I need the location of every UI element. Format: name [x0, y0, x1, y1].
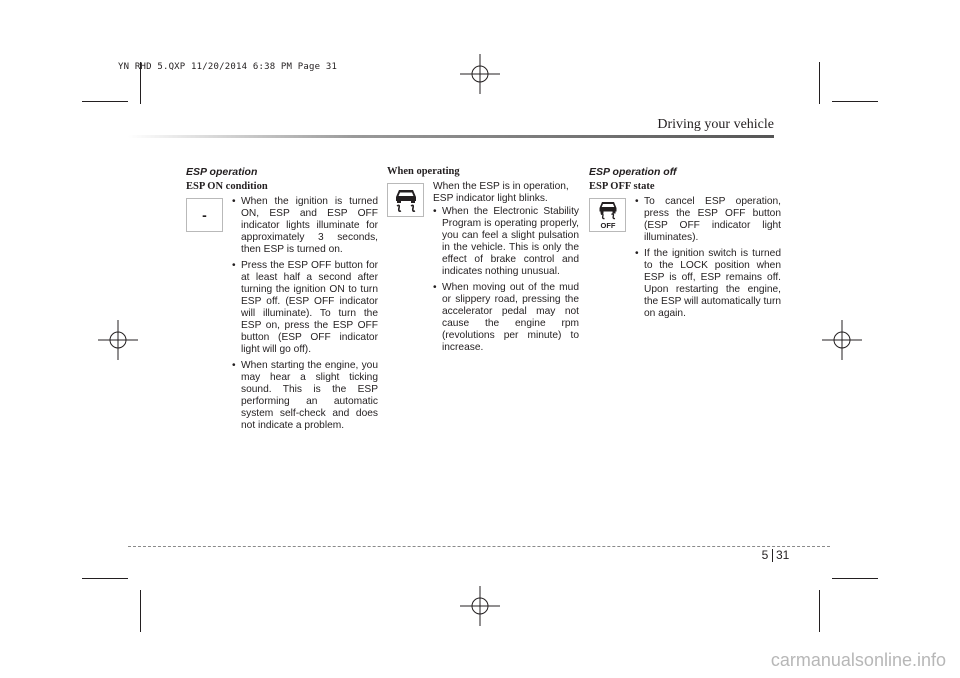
- chapter-number: 5: [761, 548, 769, 562]
- section-title: ESP operation off: [589, 166, 677, 178]
- page-number-value: 31: [776, 548, 790, 562]
- registration-mark-left: [98, 320, 138, 360]
- registration-mark-right: [822, 320, 862, 360]
- watermark: carmanualsonline.info: [770, 650, 946, 670]
- esp-off-indicator-icon: [589, 198, 626, 232]
- intro-text: When the ESP is in operation, ESP indicator light blinks.: [433, 181, 569, 204]
- indicator-placeholder-icon: [186, 198, 223, 232]
- page-number: [759, 547, 799, 564]
- registration-mark-top: [460, 54, 500, 94]
- list-item: • When the ignition is turned ON, ESP and ESP OFF indicator lights illuminate for approximately 3 seconds, then ESP is turned on.: [232, 196, 378, 256]
- header-rule: [128, 135, 774, 138]
- crop-mark: [819, 590, 820, 632]
- crop-mark: [832, 578, 878, 579]
- bullet-list: [433, 206, 579, 354]
- list-item: • If the ignition switch is turned to the LOCK position when ESP is off, ESP remains off. Upon restarting the engine, the ESP will automatically turn on again.: [635, 248, 781, 320]
- sub-title: When operating: [387, 166, 460, 177]
- crop-mark: [82, 578, 128, 579]
- icon-text-block: [589, 196, 781, 320]
- off-label: OFF: [600, 221, 615, 230]
- print-slug: YN RHD 5.QXP 11/20/2014 6:38 PM Page 31: [118, 62, 338, 72]
- column-esp-operation: [186, 166, 378, 436]
- column-esp-operation-off: [589, 166, 781, 324]
- bullet-area: [635, 196, 781, 320]
- list-item: • When starting the engine, you may hear a slight ticking sound. This is the ESP performing an automatic system self-check and does not indicate a problem.: [232, 360, 378, 432]
- crop-mark: [82, 101, 128, 102]
- registration-mark-bottom: [460, 586, 500, 626]
- crop-mark: [140, 590, 141, 632]
- page-number-separator: [772, 549, 773, 562]
- crop-mark: [832, 101, 878, 102]
- footer-rule: [128, 546, 830, 547]
- indicator-symbol: -: [202, 207, 207, 223]
- sub-title: ESP ON condition: [186, 181, 268, 192]
- bullet-list: [232, 196, 378, 432]
- esp-indicator-icon: [387, 183, 424, 217]
- column-when-operating: [387, 166, 579, 358]
- list-item: • Press the ESP OFF button for at least half a second after turning the ignition ON to turn ESP off. (ESP OFF indicator will illuminate). To turn the ESP on, press the ESP OFF button (ESP OFF indicator light will go off).: [232, 260, 378, 356]
- list-item: • To cancel ESP operation, press the ESP OFF button (ESP OFF indicator light illuminates).: [635, 196, 781, 244]
- list-item: • When the Electronic Stability Program is operating properly, you can feel a slight pulsation in the vehicle. This is only the effect of brake control and indicates nothing unusual.: [433, 206, 579, 278]
- sub-title: ESP OFF state: [589, 181, 655, 192]
- bullet-area: [433, 181, 579, 205]
- crop-mark: [819, 62, 820, 104]
- section-title: ESP operation: [186, 166, 258, 178]
- icon-text-block: [186, 196, 378, 432]
- list-item: • When moving out of the mud or slippery road, pressing the accelerator pedal may not cause the engine rpm (revolutions per minute) to increase.: [433, 282, 579, 354]
- icon-text-block: [387, 181, 579, 354]
- bullet-area: [232, 196, 378, 432]
- page-header-title: Driving your vehicle: [657, 117, 774, 132]
- bullet-list: [635, 196, 781, 320]
